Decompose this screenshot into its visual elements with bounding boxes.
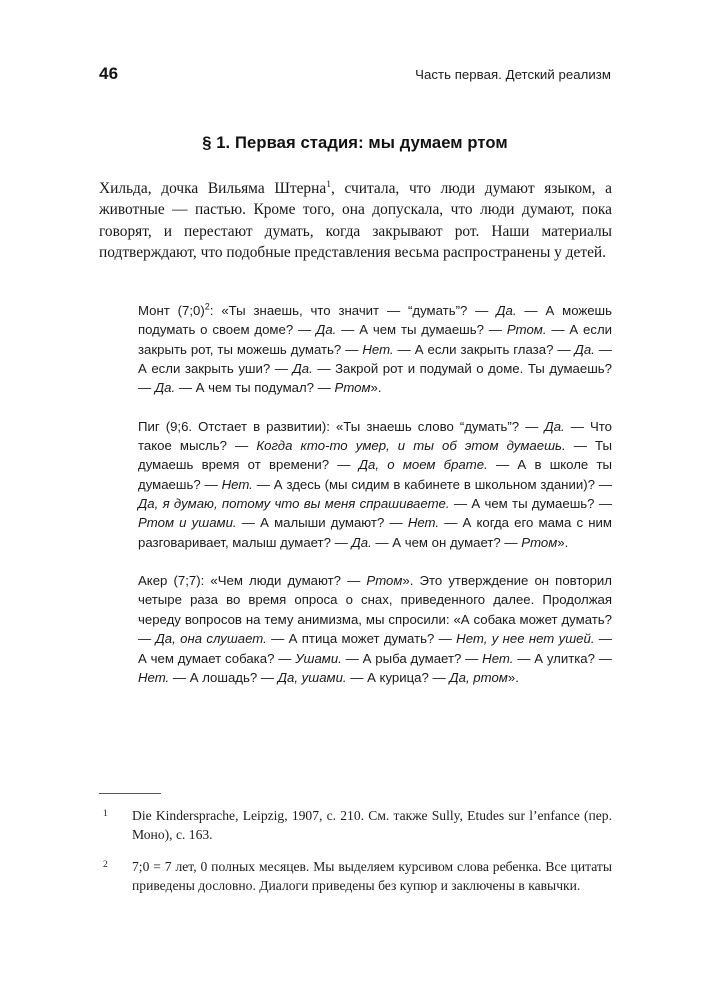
page-header bbox=[99, 64, 611, 84]
footnote-marker: 1 bbox=[103, 808, 108, 819]
quotation-blocks bbox=[138, 301, 612, 687]
footnote-text: Die Kindersprache, Leipzig, 1907, с. 210. См. также Sully, Etudes sur l’enfance (пер. Моно), с. 163. bbox=[132, 808, 612, 843]
body-paragraph-part-1: Хильда, дочка Вильяма Штерна bbox=[99, 180, 327, 197]
page-number: 46 bbox=[99, 64, 119, 83]
body-text-block bbox=[99, 178, 612, 264]
body-paragraph bbox=[99, 178, 612, 264]
quote-block-aker: Акер (7;7): «Чем люди думают? — Ртом». Это утверждение он повторил четыре раза во время опроса о снах, приведенного далее. Продолжая череду вопросов на тему анимизма, мы спросили: «А собака может думать? — Да, она слушает. — А птица может думать? — Нет, у нее нет ушей. — А чем думает собака? — Ушами. — А рыба думает? — Нет. — А улитка? — Нет. — А лошадь? — Да, ушами. — А курица? — Да, ртом». bbox=[138, 573, 612, 685]
quote-block-mont: Монт (7;0)$^2$: «Ты знаешь, что значит — “думать”? — Да. — А можешь подумать о своем доме? — Да. — А чем ты думаешь? — Ртом. — А если закрыть рот, ты можешь думать? — Нет. — А если закрыть глаза? — Да. — А если закрыть уши? — Да. — Закрой рот и подумай о доме. Ты думаешь? — Да. — А чем ты подумал? — Ртом». bbox=[138, 301, 613, 396]
body-paragraph-part-2: , считала, что люди думают языком, а животные — пастью. Кроме того, она допускала, что люди думают, пока говорят, и перестают думать, когда закрывают рот. Наши материалы подтверждают, что подобные представления весьма распространены у детей. bbox=[99, 180, 612, 262]
footnote-text: 7;0 = 7 лет, 0 полных месяцев. Мы выделяем курсивом слова ребенка. Все цитаты приведены дословно. Диалоги приведены без купюр и заключены в кавычки. bbox=[132, 858, 612, 893]
footnotes-block bbox=[99, 806, 612, 895]
footnote-item bbox=[99, 806, 612, 845]
quote-block-pig: Пиг (9;6. Отстает в развитии): «Ты знаешь слово “думать”? — Да. — Что такое мысль? — Когда кто-то умер, и ты об этом думаешь. — Ты думаешь время от времени? — Да, о моем брате. — А в школе ты думаешь? — Нет. — А здесь (мы сидим в кабинете в школьном здании)? — Да, я думаю, потому что вы меня спрашиваете. — А чем ты думаешь? — Ртом и ушами. — А малыши думают? — Нет. — А когда его мама с ним разговаривает, малыш думает? — Да. — А чем он думает? — Ртом». bbox=[138, 418, 613, 550]
footnote-marker: 2 bbox=[103, 858, 108, 870]
footnote-item bbox=[99, 857, 612, 896]
footnote-separator-rule bbox=[99, 793, 161, 794]
footnote-reference-1[interactable]: 1 bbox=[326, 179, 331, 190]
section-heading: § 1. Первая стадия: мы думаем ртом bbox=[202, 133, 508, 152]
running-head: Часть первая. Детский реализм bbox=[415, 67, 611, 82]
